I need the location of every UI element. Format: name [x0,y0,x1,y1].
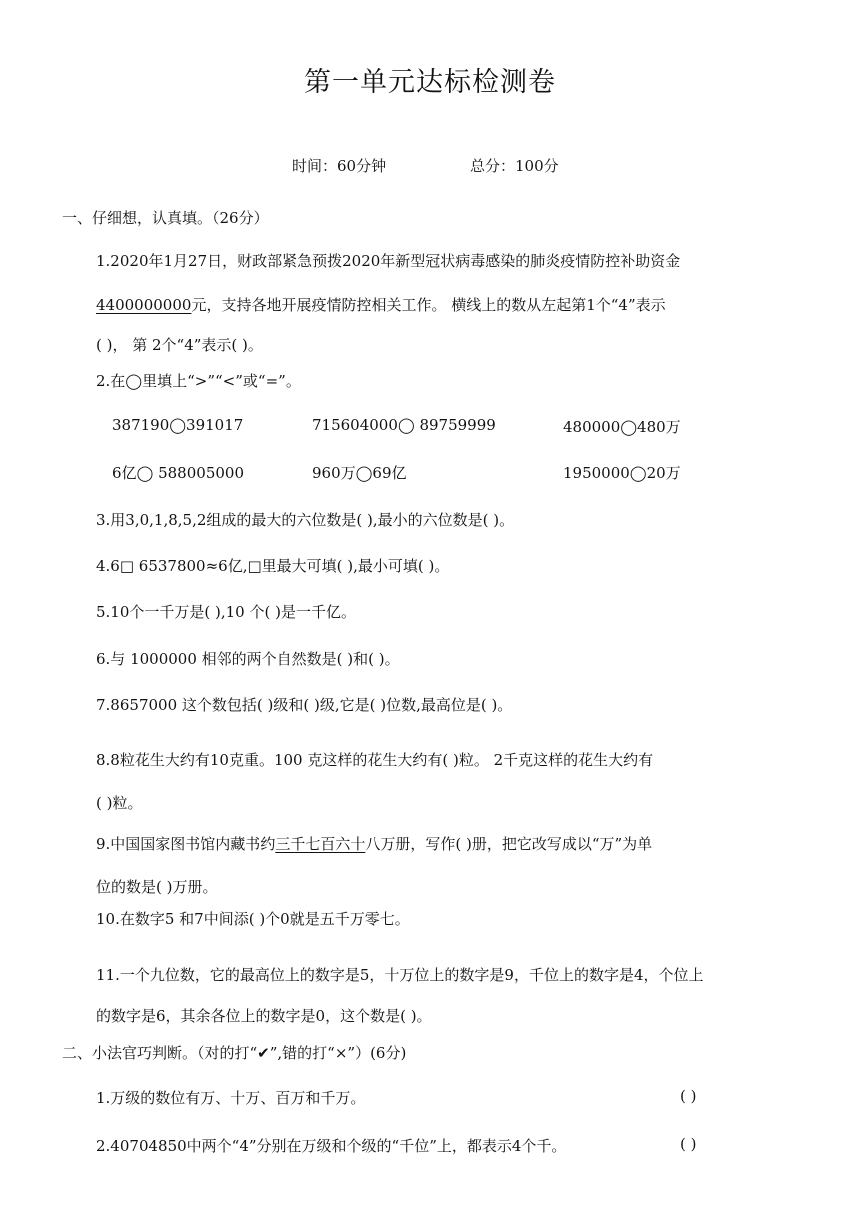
total-score: 总分：100分 [470,157,559,175]
judge-item-1: 1.万级的数位有万、十万、百万和千万。 [96,1089,366,1107]
question-9-suffix: 八万册，写作( )册，把它改写成以“万”为单 [365,835,653,853]
question-8-line-1: 8.8粒花生大约有10克重。100 克这样的花生大约有( )粒。 2千克这样的花生大约有 [96,751,654,769]
question-1-line-2-text: 元，支持各地开展疫情防控相关工作。 横线上的数从左起第1个“4”表示 [191,296,666,314]
question-9-line-1 [96,833,652,854]
question-11-line-1: 11.一个九位数，它的最高位上的数字是5，十万位上的数字是9，千位上的数字是4，个位上 [96,966,704,984]
section-2-heading: 二、小法官巧判断。（对的打“✔”,错的打“×”）(6分) [62,1044,407,1062]
answer-bracket[interactable]: ( ) [680,1135,697,1153]
time-limit: 时间：60分钟 [292,157,387,175]
question-6: 6.与 1000000 相邻的两个自然数是( )和( )。 [96,650,400,668]
question-2-prompt: 2.在◯里填上“>”“<”或“=”。 [96,372,301,390]
question-1-line-2 [96,294,666,315]
question-4: 4.6□ 6537800≈6亿,□里最大可填( ),最小可填( )。 [96,557,450,575]
compare-item: 715604000◯ 89759999 [312,416,496,434]
question-7: 7.8657000 这个数包括( )级和( )级,它是( )位数,最高位是( )。 [96,696,513,714]
question-11-line-2: 的数字是6，其余各位上的数字是0，这个数是( )。 [96,1007,432,1025]
compare-item: 480000◯480万 [563,418,681,436]
page-title: 第一单元达标检测卷 [304,67,556,98]
compare-item: 6亿◯ 588005000 [112,464,244,482]
question-10: 10.在数字5 和7中间添( )个0就是五千万零七。 [96,910,410,928]
underlined-number: 4400000000 [96,296,192,314]
answer-bracket[interactable]: ( ) [680,1087,697,1105]
underlined-words: 三千七百六十 [275,835,366,853]
compare-item: 960万◯69亿 [312,464,407,482]
question-1-line-1: 1.2020年1月27日，财政部紧急预拨2020年新型冠状病毒感染的肺炎疫情防控补助资金 [96,252,681,270]
question-9-prefix: 9.中国国家图书馆内藏书约 [96,835,276,853]
question-9-line-2: 位的数是( )万册。 [96,878,218,896]
compare-item: 387190◯391017 [112,416,244,434]
question-1-line-3: ( )， 第 2个“4”表示( )。 [96,336,263,354]
section-1-heading: 一、仔细想，认真填。（26分） [62,209,269,227]
judge-item-2: 2.40704850中两个“4”分别在万级和个级的“千位”上，都表示4个千。 [96,1137,567,1155]
question-3: 3.用3,0,1,8,5,2组成的最大的六位数是( ),最小的六位数是( )。 [96,511,515,529]
compare-item: 1950000◯20万 [563,464,681,482]
question-8-line-2: ( )粒。 [96,794,143,812]
question-5: 5.10个一千万是( ),10 个( )是一千亿。 [96,603,356,621]
